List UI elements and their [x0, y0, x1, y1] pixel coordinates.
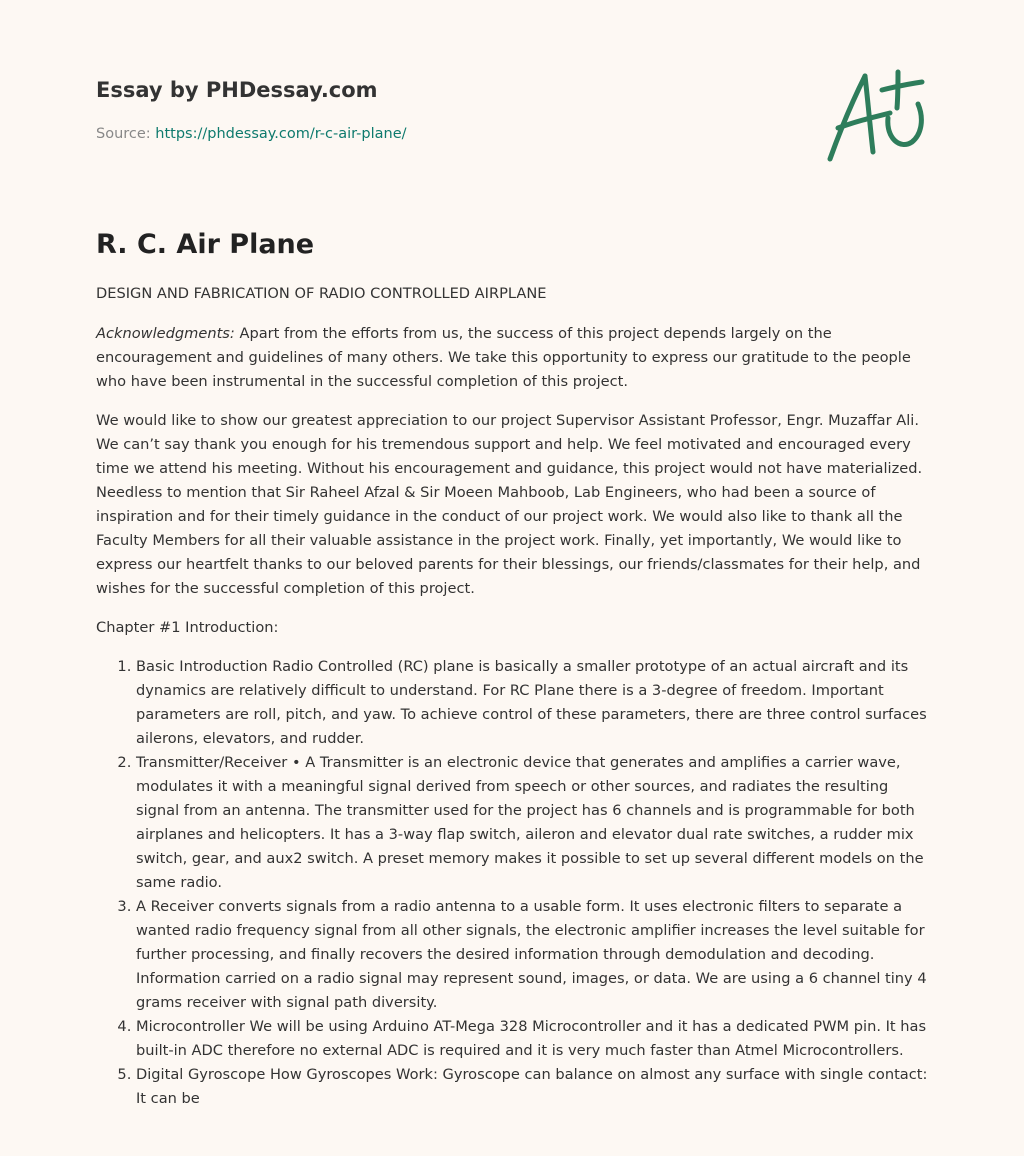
- chapter-heading: Chapter #1 Introduction:: [96, 619, 279, 636]
- list-item: 1. Basic Introduction Radio Controlled (RC) plane is basically a smaller prototype of an actual aircraft and its dynamics are relatively difficult to understand. For RC Plane there is a 3-degree of freedom. Important parameters are roll, pitch, and yaw. To achieve control of these parameters, there are three control surfaces ailerons, elevators, and rudder.: [136, 655, 932, 751]
- site-title: Essay by PHDessay.com: [96, 78, 378, 102]
- essay-subtitle: DESIGN AND FABRICATION OF RADIO CONTROLLED AIRPLANE: [96, 285, 547, 302]
- list-item: 3. A Receiver converts signals from a radio antenna to a usable form. It uses electronic filters to separate a wanted radio frequency signal from all other signals, the electronic amplifier increases the level suitable for further processing, and finally recovers the desired information through demodulation and decoding. Information carried on a radio signal may represent sound, images, or data. We are using a 6 channel tiny 4 grams receiver with signal path diversity.: [136, 895, 932, 1015]
- page-header: [96, 76, 776, 144]
- list-item: 4. Microcontroller We will be using Arduino AT-Mega 328 Microcontroller and it has a dedicated PWM pin. It has built-in ADC therefore no external ADC is required and it is very much faster than Atmel Microcontrollers.: [136, 1015, 932, 1063]
- logo-plus-horizontal: [882, 82, 922, 90]
- logo-a-right-stroke: [865, 76, 873, 152]
- logo-a-left-stroke: [830, 76, 865, 159]
- a-plus-logo-svg: [818, 66, 930, 166]
- acknowledgments-label: Acknowledgments:: [96, 325, 235, 342]
- source-line: [96, 124, 776, 144]
- logo-swoosh: [888, 104, 922, 145]
- acknowledgments-text: Apart from the efforts from us, the success of this project depends largely on the encouragement and guidelines of many others. We take this opportunity to express our gratitude to the people who have been instrumental in the successful completion of this project.: [96, 325, 911, 390]
- source-link[interactable]: https://phdessay.com/r-c-air-plane/: [155, 126, 407, 142]
- source-label: Source:: [96, 126, 151, 142]
- logo-plus-vertical: [897, 72, 898, 108]
- essay-title: R. C. Air Plane: [96, 229, 315, 260]
- appreciation-paragraph: We would like to show our greatest appreciation to our project Supervisor Assistant Professor, Engr. Muzaffar Ali. We can’t say thank you enough for his tremendous support and help. We feel motivated and encouraged every time we attend his meeting. Without his encouragement and guidance, this project would not have materialized. Needless to mention that Sir Raheel Afzal & Sir Moeen Mahboob, Lab Engineers, who had been a source of inspiration and for their timely guidance in the conduct of our project work. We would also like to thank all the Faculty Members for all their valuable assistance in the project work. Finally, yet importantly, We would like to express our heartfelt thanks to our beloved parents for their blessings, our friends/classmates for their help, and wishes for the successful completion of this project.: [96, 412, 923, 597]
- a-plus-logo-icon: [818, 66, 930, 166]
- essay-content: [96, 226, 932, 1111]
- acknowledgments-paragraph: [96, 322, 932, 394]
- list-item: 5. Digital Gyroscope How Gyroscopes Work: Gyroscope can balance on almost any surface with single contact: It can be: [136, 1063, 932, 1111]
- intro-list: [96, 655, 932, 1111]
- list-item: 2. Transmitter/Receiver • A Transmitter is an electronic device that generates and amplifies a carrier wave, modulates it with a meaningful signal derived from speech or other sources, and radiates the resulting signal from an antenna. The transmitter used for the project has 6 channels and is programmable for both airplanes and helicopters. It has a 3-way flap switch, aileron and elevator dual rate switches, a rudder mix switch, gear, and aux2 switch. A preset memory makes it possible to set up several different models on the same radio.: [136, 751, 932, 895]
